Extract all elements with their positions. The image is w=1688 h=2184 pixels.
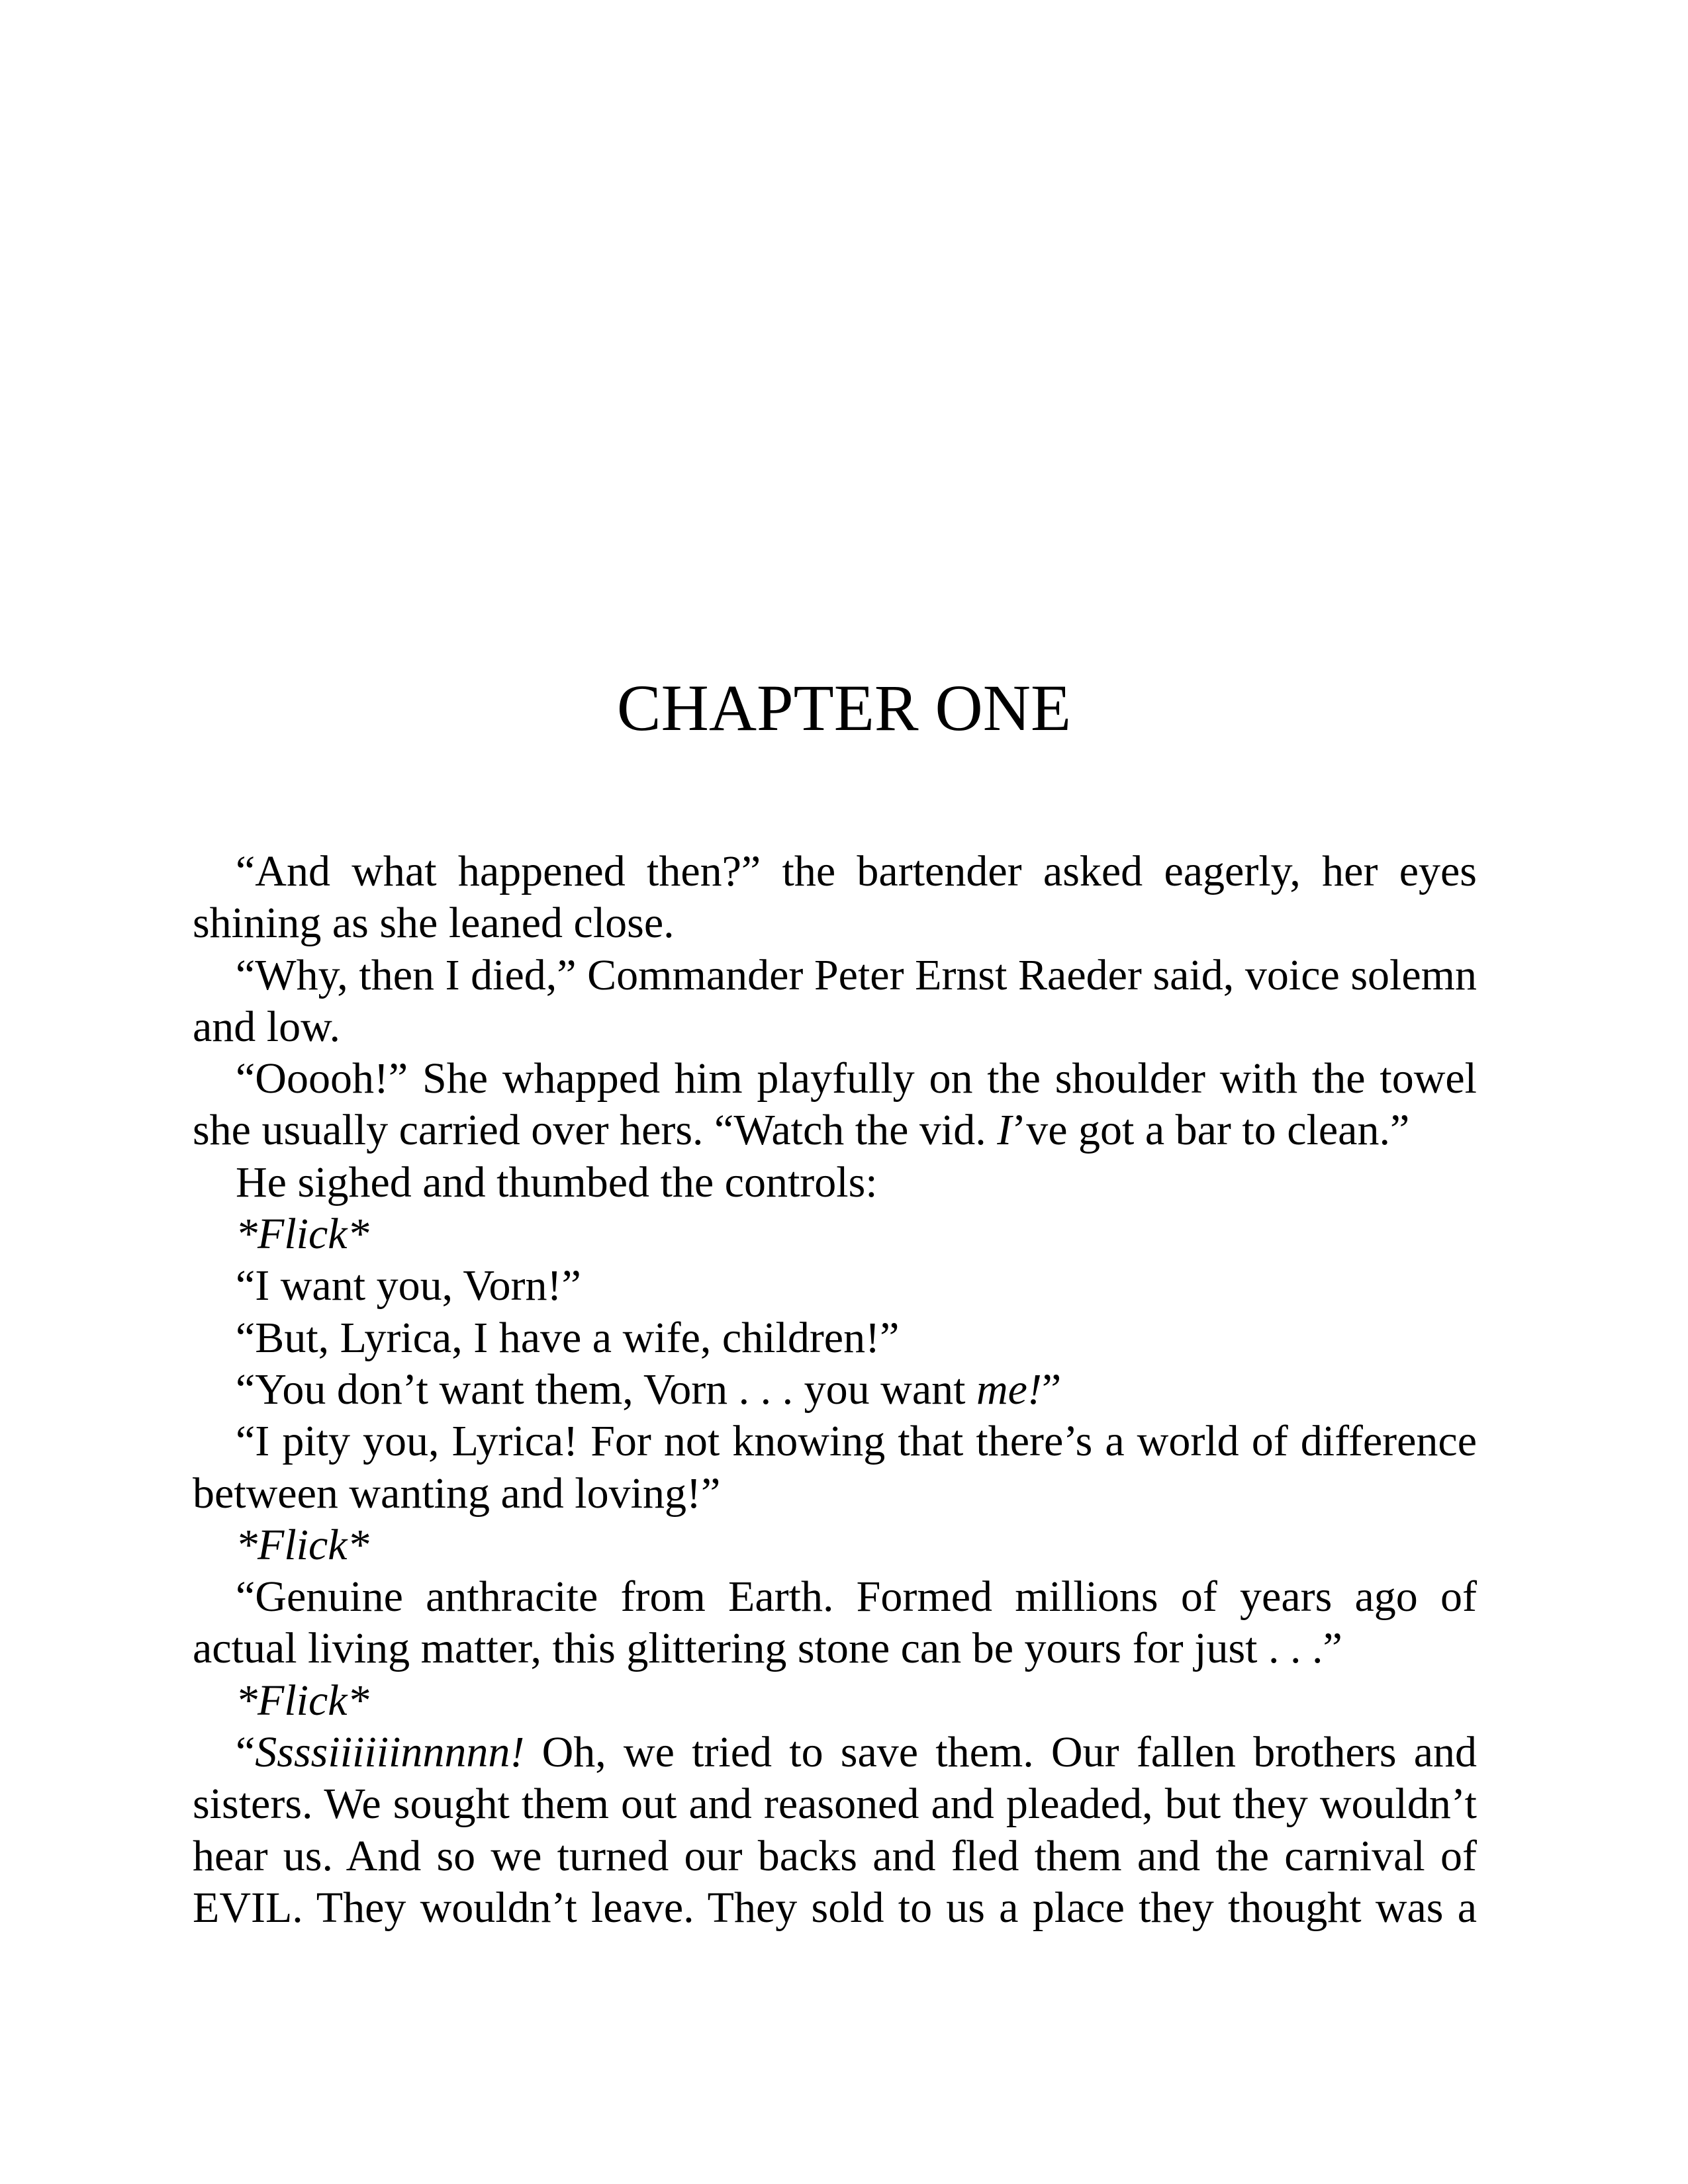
text-run: “You don’t want them, Vorn . . . you want: [236, 1365, 976, 1414]
paragraph: [193, 1053, 1477, 1157]
paragraph: “Genuine anthracite from Earth. Formed millions of years ago of actual living matter, this glittering stone can be yours for just . . .”: [193, 1572, 1477, 1673]
paragraph: “Why, then I died,” Commander Peter Ernst Raeder said, voice solemn and low.: [193, 950, 1477, 1051]
scene-break: [193, 1520, 1477, 1571]
italic-text: me!: [976, 1365, 1042, 1414]
italic-text: I: [997, 1106, 1012, 1155]
chapter-title: CHAPTER ONE: [616, 671, 1072, 745]
text-run: “Ooooh!” She whapped him playfully on the shoulder with the towel she usually carried over hers. “Watch the vid.: [193, 1054, 1477, 1155]
text-run: ’ve got a bar to clean.”: [1011, 1106, 1410, 1155]
paragraph: “I want you, Vorn!”: [236, 1261, 581, 1310]
paragraph: [193, 1727, 1477, 1934]
text-run: Oh, we tried to save them. Our fallen brothers and sisters. We sought them out and reasoned and pleaded, but they wouldn’t hear us. And so we turned our backs and fled them and the carnival of EVIL. They wouldn’t leave. They sold to us a place they thought was a: [193, 1728, 1477, 1932]
text-run: ”: [1041, 1365, 1062, 1414]
italic-text: *Flick*: [236, 1676, 369, 1725]
italic-text: Ssssiiiiiinnnnn!: [255, 1728, 525, 1777]
italic-text: *Flick*: [236, 1210, 369, 1259]
scene-break: [193, 1208, 1477, 1260]
paragraph: [193, 1364, 1477, 1416]
chapter-body: [193, 846, 1477, 1934]
paragraph: “I pity you, Lyrica! For not knowing that there’s a world of difference between wanting and loving!”: [193, 1417, 1477, 1518]
italic-text: *Flick*: [236, 1520, 369, 1569]
scene-break: [193, 1675, 1477, 1727]
text-run: “: [236, 1728, 256, 1777]
paragraph: “And what happened then?” the bartender asked eagerly, her eyes shining as she leaned close.: [193, 847, 1477, 948]
paragraph: He sighed and thumbed the controls:: [236, 1158, 878, 1206]
paragraph: “But, Lyrica, I have a wife, children!”: [236, 1313, 900, 1362]
